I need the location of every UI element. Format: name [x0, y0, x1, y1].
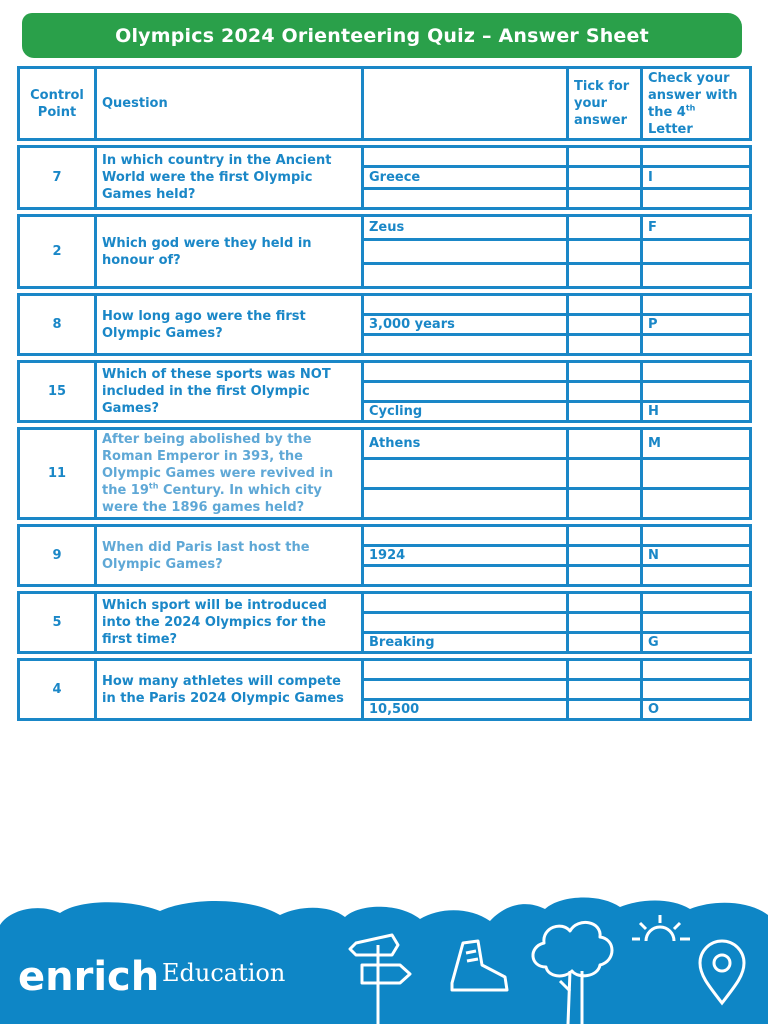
header-check-letter: [642, 68, 751, 140]
check-letter-cell: N: [642, 546, 751, 566]
spacer-cell: [19, 422, 96, 429]
spacer-cell: [568, 209, 642, 216]
answer-cell: [363, 264, 568, 288]
question-text: After being abolished by the Roman Emperor in 393, the Olympic Games were revived in the 19: [102, 432, 334, 498]
answer-cell: [363, 459, 568, 489]
tick-box[interactable]: [568, 147, 642, 167]
answer-cell: Breaking: [363, 633, 568, 653]
spacer-cell: [19, 519, 96, 526]
control-point-cell: 7: [19, 147, 96, 209]
answer-cell: [363, 613, 568, 633]
spacer-cell: [363, 209, 568, 216]
header-control-point: Control Point: [19, 68, 96, 140]
spacer-cell: [19, 586, 96, 593]
header-answer: [363, 68, 568, 140]
spacer-cell: [363, 519, 568, 526]
spacer-cell: [642, 355, 751, 362]
check-letter-cell: H: [642, 402, 751, 422]
check-letter-cell: [642, 335, 751, 355]
tick-box[interactable]: [568, 660, 642, 680]
answer-cell: [363, 680, 568, 700]
brand-suffix: Education: [162, 959, 286, 987]
tick-box[interactable]: [568, 240, 642, 264]
question-row: [19, 593, 751, 613]
spacer-cell: [96, 209, 363, 216]
question-row: [19, 295, 751, 315]
row-spacer: [19, 586, 751, 593]
tick-box[interactable]: [568, 546, 642, 566]
row-spacer: [19, 653, 751, 660]
control-point-cell: 15: [19, 362, 96, 422]
answer-cell: [363, 335, 568, 355]
spacer-cell: [642, 140, 751, 147]
question-cell: [96, 429, 363, 519]
question-cell: How long ago were the first Olympic Games?: [96, 295, 363, 355]
spacer-cell: [96, 355, 363, 362]
answer-cell: Zeus: [363, 216, 568, 240]
spacer-cell: [96, 140, 363, 147]
answer-cell: [363, 660, 568, 680]
check-letter-cell: F: [642, 216, 751, 240]
check-letter-cell: [642, 660, 751, 680]
tick-box[interactable]: [568, 189, 642, 209]
spacer-cell: [19, 209, 96, 216]
header-check-sup: th: [685, 103, 696, 113]
header-check-suffix: Letter: [648, 121, 693, 137]
check-letter-cell: [642, 680, 751, 700]
tick-box[interactable]: [568, 382, 642, 402]
spacer-cell: [19, 288, 96, 295]
tick-box[interactable]: [568, 680, 642, 700]
spacer-cell: [568, 422, 642, 429]
question-cell: In which country in the Ancient World were the first Olympic Games held?: [96, 147, 363, 209]
question-cell: How many athletes will compete in the Paris 2024 Olympic Games: [96, 660, 363, 720]
check-letter-cell: P: [642, 315, 751, 335]
check-letter-cell: G: [642, 633, 751, 653]
row-spacer: [19, 355, 751, 362]
spacer-cell: [363, 288, 568, 295]
spacer-cell: [568, 355, 642, 362]
tick-box[interactable]: [568, 402, 642, 422]
spacer-cell: [96, 653, 363, 660]
answer-sheet: [17, 66, 752, 721]
control-point-cell: 5: [19, 593, 96, 653]
tick-box[interactable]: [568, 700, 642, 720]
header-tick: Tick for your answer: [568, 68, 642, 140]
check-letter-cell: O: [642, 700, 751, 720]
spacer-cell: [19, 355, 96, 362]
row-spacer: [19, 140, 751, 147]
check-letter-cell: M: [642, 429, 751, 459]
spacer-cell: [642, 586, 751, 593]
spacer-cell: [363, 586, 568, 593]
tick-box[interactable]: [568, 429, 642, 459]
question-cell: Which of these sports was NOT included in the first Olympic Games?: [96, 362, 363, 422]
row-spacer: [19, 288, 751, 295]
control-point-cell: 4: [19, 660, 96, 720]
tick-box[interactable]: [568, 459, 642, 489]
spacer-cell: [363, 355, 568, 362]
check-letter-cell: [642, 489, 751, 519]
question-row: [19, 429, 751, 459]
question-cell: Which sport will be introduced into the 2024 Olympics for the first time?: [96, 593, 363, 653]
question-sup: th: [148, 481, 159, 491]
question-cell: Which god were they held in honour of?: [96, 216, 363, 288]
spacer-cell: [363, 140, 568, 147]
question-cell: When did Paris last host the Olympic Games?: [96, 526, 363, 586]
control-point-cell: 11: [19, 429, 96, 519]
question-row: [19, 216, 751, 240]
footer: [0, 895, 768, 1024]
tick-box[interactable]: [568, 167, 642, 189]
answer-cell: [363, 147, 568, 167]
spacer-cell: [642, 209, 751, 216]
answer-cell: Cycling: [363, 402, 568, 422]
check-letter-cell: [642, 240, 751, 264]
answer-cell: Athens: [363, 429, 568, 459]
check-letter-cell: [642, 566, 751, 586]
answer-cell: 3,000 years: [363, 315, 568, 335]
check-letter-cell: [642, 264, 751, 288]
page-title: Olympics 2024 Orienteering Quiz – Answer Sheet: [115, 24, 649, 47]
check-letter-cell: [642, 459, 751, 489]
check-letter-cell: [642, 295, 751, 315]
spacer-cell: [568, 586, 642, 593]
spacer-cell: [568, 653, 642, 660]
question-row: [19, 147, 751, 167]
spacer-cell: [19, 140, 96, 147]
answer-cell: 10,500: [363, 700, 568, 720]
check-letter-cell: [642, 147, 751, 167]
question-text-end: Century. In which city were the 1896 games held?: [102, 483, 322, 515]
answer-cell: [363, 189, 568, 209]
answer-cell: Greece: [363, 167, 568, 189]
tick-box[interactable]: [568, 362, 642, 382]
tick-box[interactable]: [568, 593, 642, 613]
control-point-cell: 8: [19, 295, 96, 355]
check-letter-cell: I: [642, 167, 751, 189]
row-spacer: [19, 209, 751, 216]
spacer-cell: [96, 586, 363, 593]
spacer-cell: [642, 288, 751, 295]
spacer-cell: [568, 519, 642, 526]
answer-cell: [363, 526, 568, 546]
spacer-cell: [642, 653, 751, 660]
question-row: [19, 526, 751, 546]
spacer-cell: [642, 519, 751, 526]
tick-box[interactable]: [568, 315, 642, 335]
spacer-cell: [363, 653, 568, 660]
tick-box[interactable]: [568, 613, 642, 633]
tick-box[interactable]: [568, 633, 642, 653]
answer-cell: [363, 362, 568, 382]
check-letter-cell: [642, 526, 751, 546]
check-letter-cell: [642, 362, 751, 382]
tick-box[interactable]: [568, 335, 642, 355]
tick-box[interactable]: [568, 295, 642, 315]
answer-cell: [363, 295, 568, 315]
answer-cell: [363, 382, 568, 402]
check-letter-cell: [642, 189, 751, 209]
check-letter-cell: [642, 382, 751, 402]
tick-box[interactable]: [568, 489, 642, 519]
tick-box[interactable]: [568, 264, 642, 288]
question-row: [19, 362, 751, 382]
header-question: Question: [96, 68, 363, 140]
spacer-cell: [642, 422, 751, 429]
footer-graphic: [0, 895, 768, 1024]
answer-cell: [363, 566, 568, 586]
check-letter-cell: [642, 593, 751, 613]
spacer-cell: [96, 288, 363, 295]
tick-box[interactable]: [568, 526, 642, 546]
row-spacer: [19, 519, 751, 526]
spacer-cell: [19, 653, 96, 660]
answer-cell: [363, 593, 568, 613]
spacer-cell: [568, 140, 642, 147]
spacer-cell: [568, 288, 642, 295]
answer-cell: [363, 240, 568, 264]
control-point-cell: 2: [19, 216, 96, 288]
row-spacer: [19, 422, 751, 429]
answer-cell: [363, 489, 568, 519]
control-point-cell: 9: [19, 526, 96, 586]
answer-table: [17, 66, 752, 721]
spacer-cell: [363, 422, 568, 429]
spacer-cell: [96, 519, 363, 526]
tick-box[interactable]: [568, 566, 642, 586]
tick-box[interactable]: [568, 216, 642, 240]
title-banner: [22, 13, 742, 58]
spacer-cell: [96, 422, 363, 429]
answer-cell: 1924: [363, 546, 568, 566]
check-letter-cell: [642, 613, 751, 633]
header-check-text: Check your answer with the 4: [648, 70, 738, 120]
brand-wordmark: enrich: [18, 954, 160, 1000]
header-row: [19, 68, 751, 140]
question-row: [19, 660, 751, 680]
